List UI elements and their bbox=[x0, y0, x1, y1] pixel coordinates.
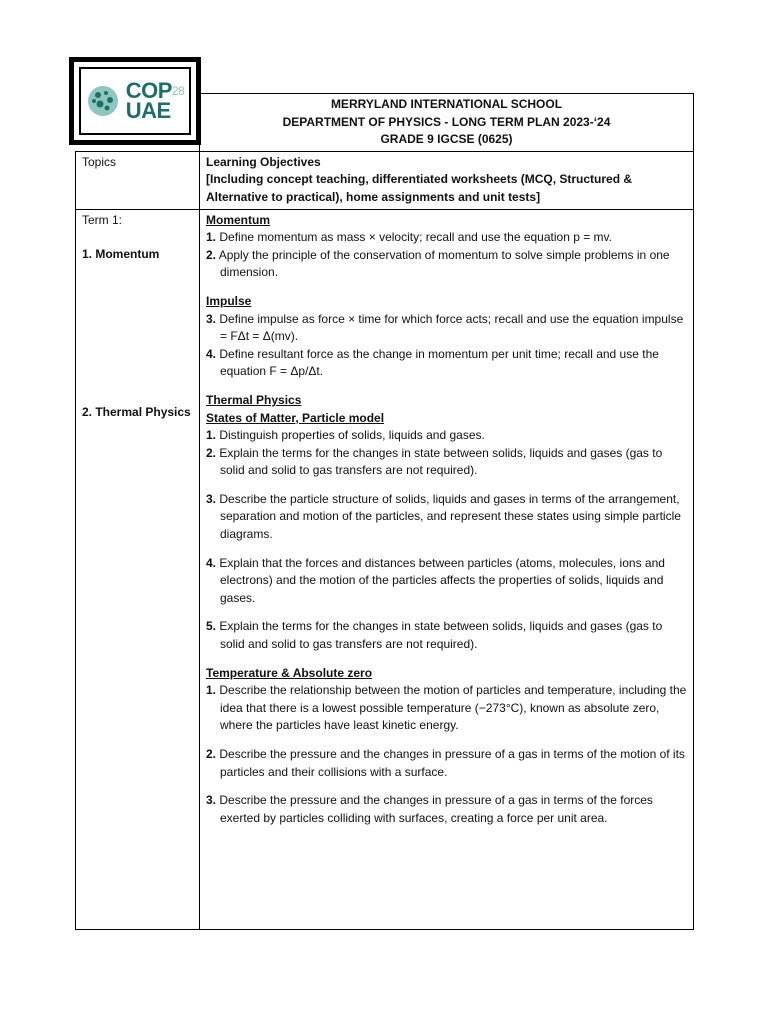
thermal-physics-heading: Thermal Physics bbox=[206, 392, 302, 407]
long-term-plan-table bbox=[75, 93, 694, 930]
objective-item: 3. Define impulse as force × time for which force acts; recall and use the equation impulse = FΔt = Δ(mv). bbox=[206, 311, 684, 344]
header-cell bbox=[200, 94, 694, 152]
objective-item: 2. Explain the terms for the changes in state between solids, liquids and gases (gas to solid and solid to gas transfers are not required). bbox=[206, 445, 663, 478]
grade-title: GRADE 9 IGCSE (0625) bbox=[380, 132, 513, 147]
momentum-heading: Momentum bbox=[206, 212, 270, 227]
column-header-row bbox=[76, 151, 694, 209]
objectives-header bbox=[200, 151, 694, 209]
objectives-subtitle: [Including concept teaching, differentiated worksheets (MCQ, Structured & Alternative to practical), home assignments and unit tests] bbox=[206, 172, 633, 204]
term-label: Term 1: bbox=[82, 212, 123, 227]
objective-item: 1. Distinguish properties of solids, liquids and gases. bbox=[206, 428, 485, 443]
objective-item: 2. Describe the pressure and the changes in pressure of a gas in terms of the motion of its particles and their collisions with a surface. bbox=[206, 747, 685, 779]
school-name: MERRYLAND INTERNATIONAL SCHOOL bbox=[330, 97, 563, 111]
header-row bbox=[76, 94, 694, 152]
objective-item: 1. Define momentum as mass × velocity; recall and use the equation p = mv. bbox=[206, 230, 612, 245]
objective-item: 4. Explain that the forces and distances between particles (atoms, molecules, ions and electrons) and the motion of the particles affects the properties of solids, liquids and gases. bbox=[206, 555, 665, 605]
objective-item: 3. Describe the pressure and the changes in pressure of a gas in terms of the forces exerted by particles colliding with surfaces, creating a force per unit area. bbox=[206, 793, 653, 825]
topics-cell bbox=[76, 209, 200, 929]
topic-thermal-physics: 2. Thermal Physics bbox=[82, 404, 191, 419]
objective-item: 3. Describe the particle structure of solids, liquids and gases in terms of the arrangement, separation and motion of the particles, and represent these states using simple particle diagrams. bbox=[206, 491, 681, 542]
temperature-heading: Temperature & Absolute zero bbox=[206, 665, 373, 680]
impulse-heading: Impulse bbox=[206, 293, 252, 308]
term-row bbox=[76, 209, 694, 929]
department-title: DEPARTMENT OF PHYSICS - LONG TERM PLAN 2023-‘24 bbox=[282, 114, 611, 129]
header-empty-cell bbox=[76, 94, 200, 152]
objectives-cell bbox=[200, 209, 694, 929]
objective-item: 2. Apply the principle of the conservation of momentum to solve simple problems in one dimension. bbox=[206, 247, 670, 280]
states-of-matter-heading: States of Matter, Particle model bbox=[206, 410, 385, 425]
objective-item: 5. Explain the terms for the changes in state between solids, liquids and gases (gas to solid and solid to gas transfers are not required). bbox=[206, 619, 663, 652]
topic-momentum: 1. Momentum bbox=[82, 247, 160, 262]
objective-item: 4. Define resultant force as the change in momentum per unit time; recall and use the equation F = Δp/Δt. bbox=[206, 346, 659, 379]
topics-header: Topics bbox=[76, 151, 200, 209]
logo-wordmark: COP$^{28}$ UAE bbox=[125, 78, 185, 123]
objective-item: 1. Describe the relationship between the motion of particles and temperature, including the idea that there is a lowest possible temperature (−273°C), known as absolute zero, where the particles have least kinetic energy. bbox=[206, 683, 687, 733]
objectives-title: Learning Objectives bbox=[206, 154, 321, 169]
